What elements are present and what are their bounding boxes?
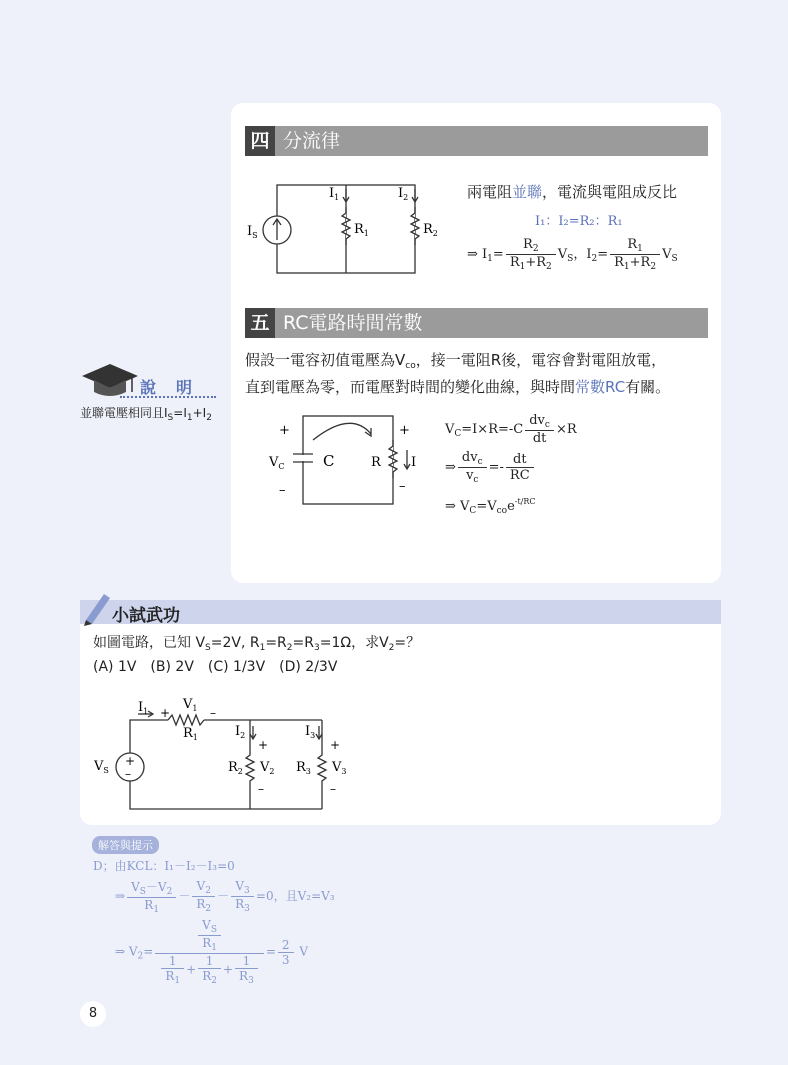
rc-circuit bbox=[265, 410, 425, 510]
current-divider-circuit bbox=[245, 175, 445, 280]
svg-text:I3: $I_3$ bbox=[305, 724, 316, 740]
page-number: 8 bbox=[80, 1001, 106, 1027]
svg-text:I2: $I_2$ bbox=[235, 724, 246, 740]
svg-text:+: + bbox=[279, 423, 290, 438]
svg-text:R2: $R_2$ bbox=[228, 760, 243, 776]
note-divider bbox=[120, 396, 216, 398]
svg-text:R3: $R_3$ bbox=[296, 760, 311, 776]
svg-text:V2: $V_2$ bbox=[260, 760, 275, 776]
answer-line-1: D；由KCL：I₁－I₂－I₃=0 bbox=[93, 859, 235, 873]
svg-text:VS: $V_S$ bbox=[94, 759, 109, 775]
section-4-statement: 兩電阻並聯，電流與電阻成反比 bbox=[467, 183, 678, 201]
current-divider-formula: ⇒ $I_1=$ $\frac{R_2}{R_1+R_2}$ $V_S$，$I_2=$ $\frac{R_1}{R_1+R_2}$ $V_S$ bbox=[467, 237, 678, 272]
section-5-paragraph-2: 直到電壓為零，而電壓對時間的變化曲線，與時間常數RC有關。 bbox=[245, 378, 671, 396]
vc-label: $V_C$ bbox=[269, 455, 285, 471]
svg-text:–: – bbox=[125, 767, 131, 781]
svg-text:+: + bbox=[125, 754, 136, 768]
graduation-cap-icon bbox=[80, 360, 140, 400]
svg-text:I1: $I_1$ bbox=[138, 700, 149, 716]
r2-label: $R_2$ bbox=[423, 222, 438, 238]
note-body: 並聯電壓相同且$I_S=I_1+I_2$ bbox=[80, 406, 212, 423]
current-ratio: I₁：I₂=R₂：R₁ bbox=[535, 214, 623, 229]
svg-text:V3: $V_3$ bbox=[332, 760, 347, 776]
section-4-number: 四 bbox=[245, 126, 275, 156]
capacitor-label: C bbox=[323, 452, 335, 470]
quiz-options: (A) 1V (B) 2V (C) 1/3V (D) 2/3V bbox=[93, 659, 338, 675]
section-5-header bbox=[245, 308, 708, 338]
svg-text:+: + bbox=[258, 738, 269, 752]
rc-formula-1: $V_C=I\times R=-C$ $\frac{dv_c}{dt}$ ×R bbox=[445, 413, 577, 446]
section-5-number: 五 bbox=[245, 308, 275, 338]
svg-text:V1: $V_1$ bbox=[183, 697, 198, 713]
quiz-title: 小試武功 bbox=[112, 606, 180, 626]
section-5-paragraph-1: 假設一電容初值電壓為$V_{co}$，接一電阻R後，電容會對電阻放電， bbox=[245, 351, 667, 371]
pencil-icon bbox=[80, 588, 114, 626]
quiz-circuit bbox=[90, 695, 360, 813]
answer-label: 解答與提示 bbox=[92, 836, 159, 854]
svg-text:–: – bbox=[258, 782, 264, 796]
svg-text:–: – bbox=[279, 483, 286, 498]
svg-text:–: – bbox=[330, 782, 336, 796]
svg-text:–: – bbox=[210, 706, 216, 720]
current-label: I bbox=[411, 455, 417, 470]
section-4-header bbox=[245, 126, 708, 156]
svg-text:+: + bbox=[160, 706, 171, 720]
note-title: 說 明 bbox=[140, 378, 195, 397]
resistor-label: R bbox=[371, 455, 381, 470]
parallel-keyword: 並聯 bbox=[512, 183, 543, 201]
i2-label: $I_2$ bbox=[398, 186, 409, 202]
quiz-question: 如圖電路，已知 $V_S=2V$, $R_1=R_2=R_3=1\Omega$，求$V_2=$？ bbox=[93, 635, 421, 653]
rc-keyword: 常數RC bbox=[575, 378, 626, 396]
svg-text:+: + bbox=[330, 738, 341, 752]
svg-text:+: + bbox=[399, 423, 410, 438]
r1-label: $R_1$ bbox=[354, 222, 369, 238]
answer-line-3: ⇒ $V_2=$ $\frac{V_S}{R_1}$ $\frac{1}{R_1}$ + $\frac{1}{R_2}$ + $\frac{1}{R_3}$ = $\frac{2}{3}$ V bbox=[115, 918, 309, 986]
i1-label: $I_1$ bbox=[329, 186, 340, 202]
svg-text:–: – bbox=[399, 479, 406, 494]
section-5-title: RC電路時間常數 bbox=[283, 312, 423, 334]
svg-text:R1: $R_1$ bbox=[183, 726, 198, 742]
rc-formula-2: ⇒ $\frac{dv_c}{v_c}$ =- $\frac{dt}{RC}$ bbox=[445, 450, 536, 485]
is-label: $I_S$ bbox=[247, 224, 258, 240]
answer-line-2: ⇒ $\frac{V_S-V_2}{R_1}$ － $\frac{V_2}{R_2}$ － $\frac{V_3}{R_3}$ =0，且V₂=V₃ bbox=[115, 879, 335, 915]
section-4-title: 分流律 bbox=[283, 130, 341, 152]
rc-formula-3: ⇒ $V_C=V_{co}e^{-t/RC}$ bbox=[445, 497, 536, 516]
